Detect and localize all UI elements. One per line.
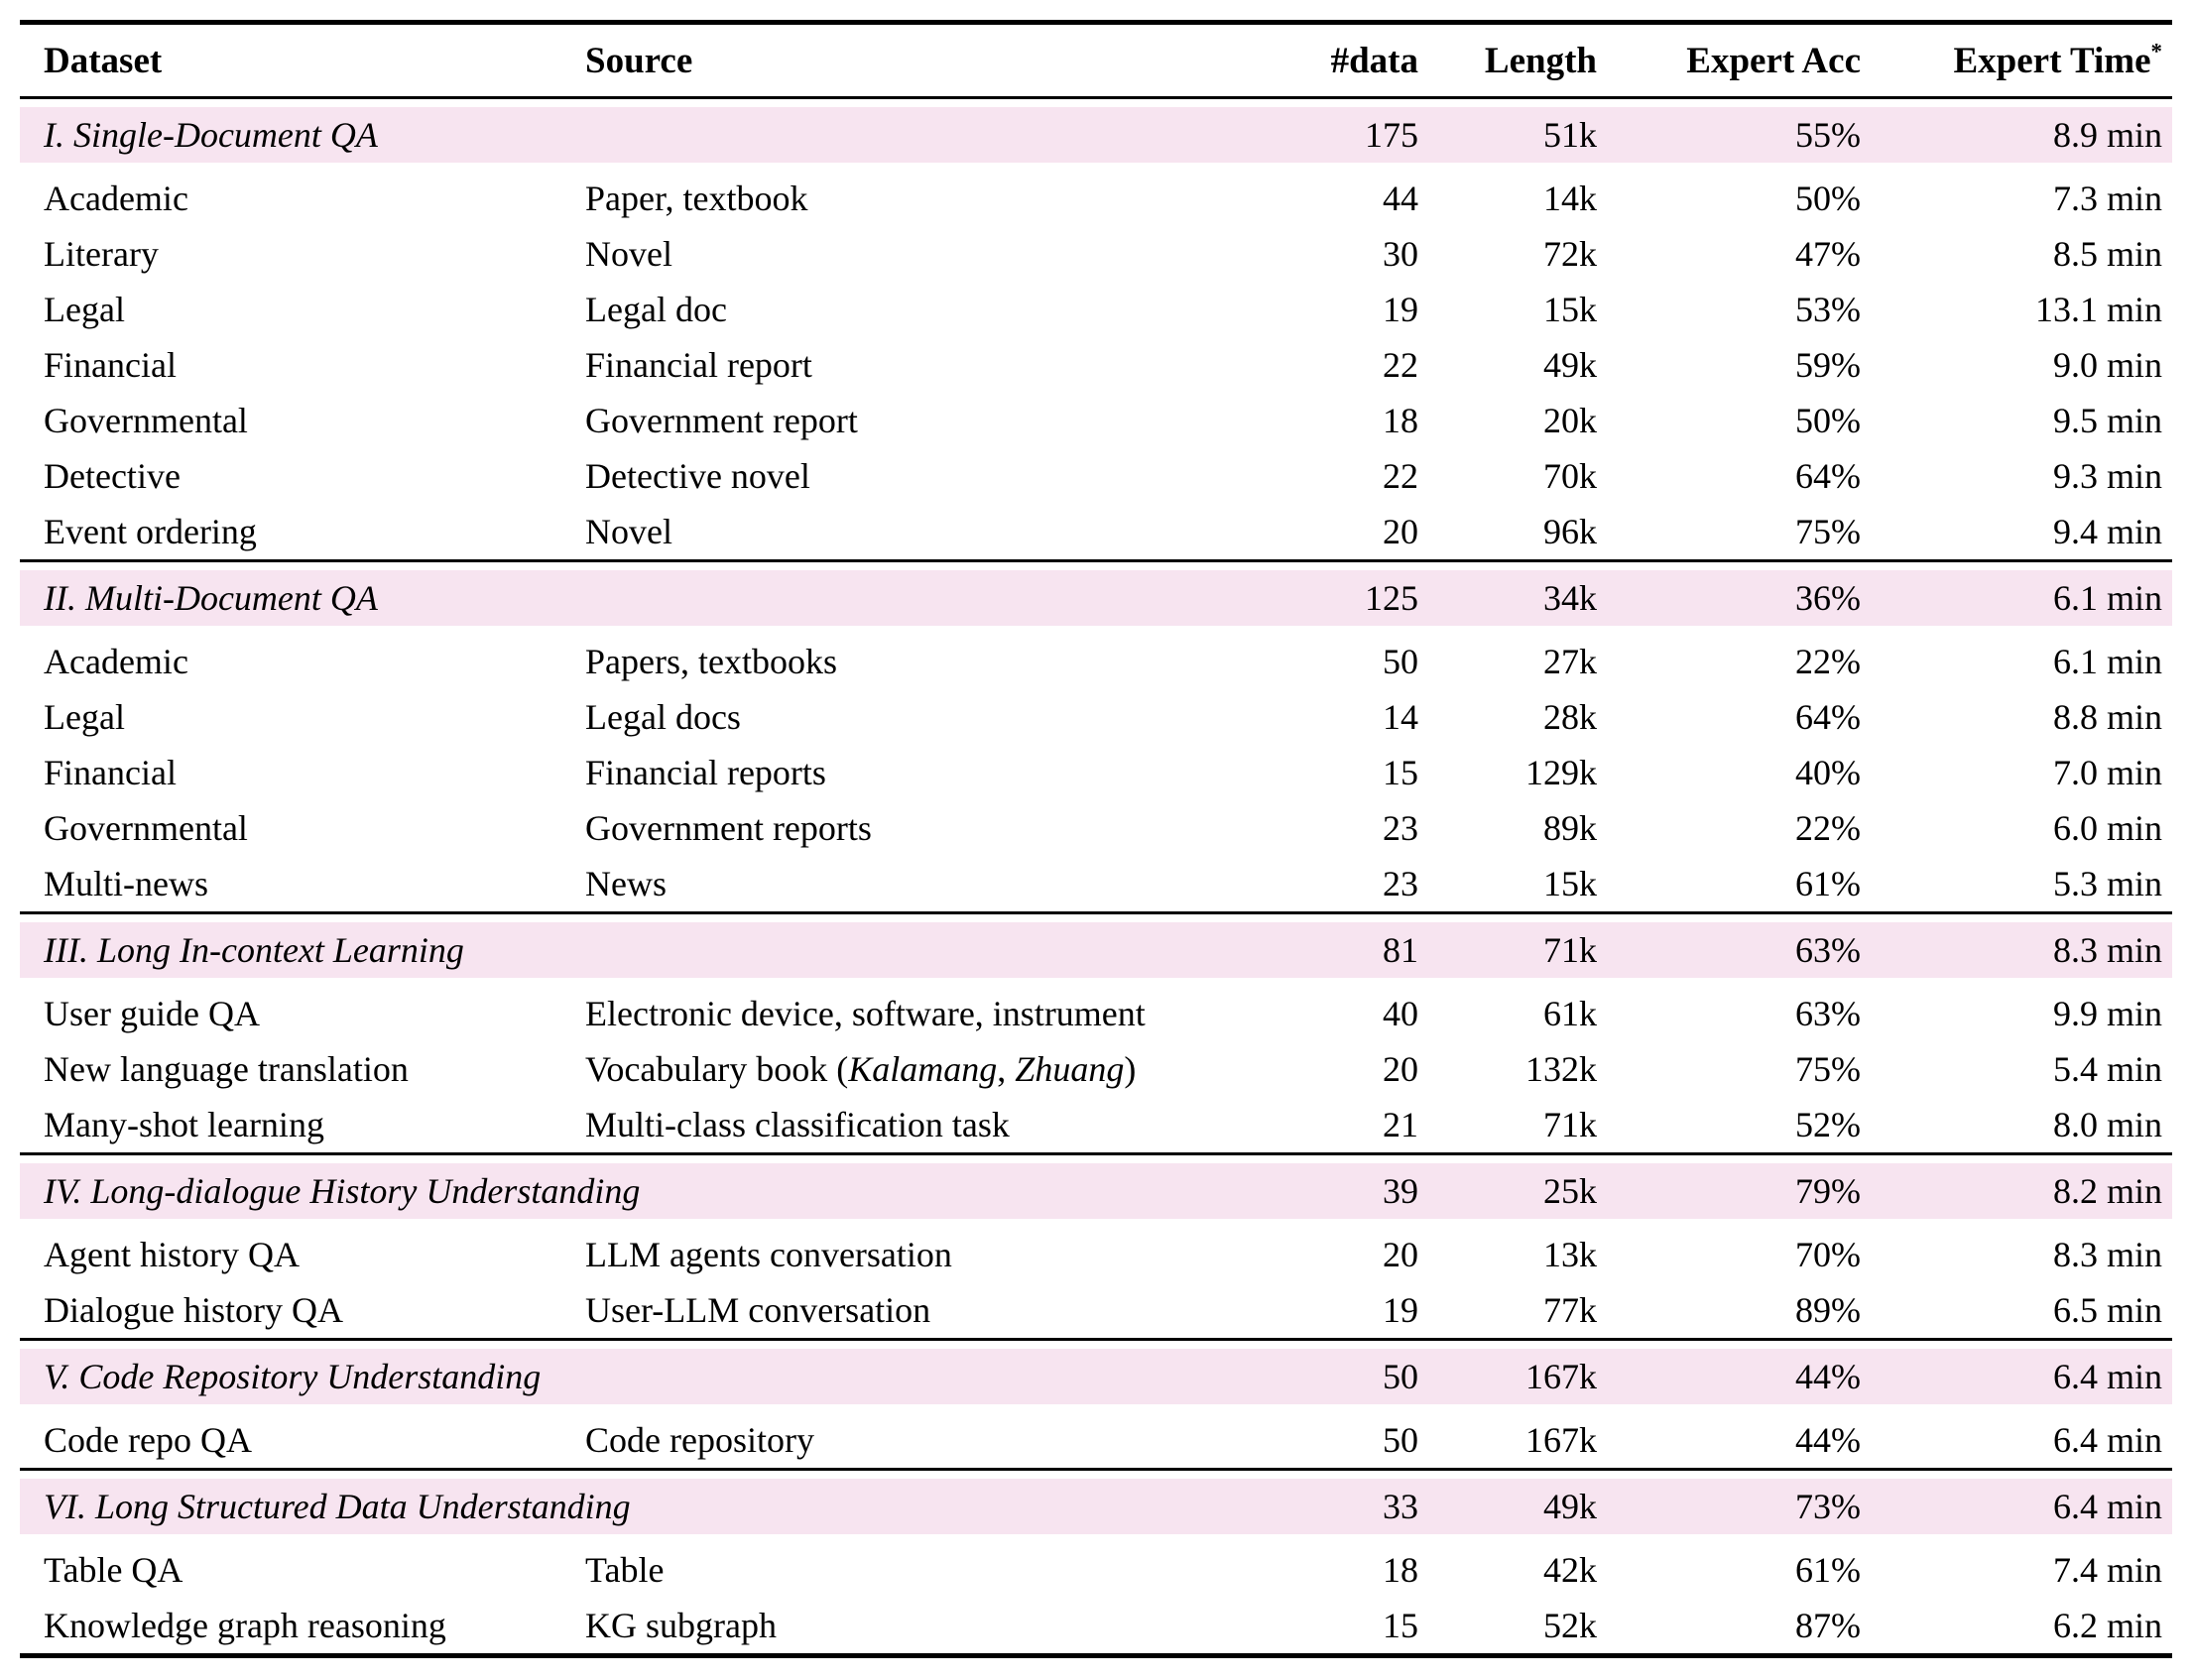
table-row	[20, 226, 2172, 282]
data-count-cell: 22	[1383, 345, 1418, 385]
source-cell: News	[585, 864, 667, 903]
dataset-cell: Financial	[44, 753, 177, 792]
table-row	[20, 393, 2172, 448]
length-cell: 129k	[1525, 753, 1597, 792]
source-cell: Novel	[585, 234, 672, 274]
source-cell	[585, 1048, 1279, 1090]
expert-time-cell: 6.0 min	[2052, 808, 2162, 848]
expert-time-cell: 7.4 min	[2052, 1550, 2162, 1590]
data-count-cell: 22	[1383, 456, 1418, 496]
length-cell: 15k	[1543, 864, 1597, 903]
length-cell: 13k	[1543, 1235, 1597, 1274]
source-text-segment: Zhuang	[1015, 1049, 1125, 1089]
section-header-row	[20, 1479, 2172, 1534]
table-row	[20, 448, 2172, 504]
expert-time-cell: 9.3 min	[2052, 456, 2162, 496]
expert-acc-cell: 59%	[1795, 345, 1861, 385]
expert-time-cell: 6.5 min	[2052, 1290, 2162, 1330]
table-row	[20, 634, 2172, 689]
expert-time-cell: 6.4 min	[2052, 1487, 2162, 1526]
length-cell: 132k	[1525, 1049, 1597, 1089]
table-section	[20, 1349, 2172, 1468]
expert-acc-cell: 22%	[1795, 808, 1861, 848]
section-header-row	[20, 922, 2172, 978]
source-cell: Electronic device, software, instrument	[585, 994, 1146, 1033]
expert-acc-cell: 61%	[1795, 1550, 1861, 1590]
data-count-cell: 18	[1383, 401, 1418, 440]
data-count-cell: 18	[1383, 1550, 1418, 1590]
table-row	[20, 689, 2172, 745]
expert-time-cell: 6.1 min	[2052, 642, 2162, 681]
dataset-cell: Table QA	[44, 1550, 183, 1590]
expert-time-cell: 6.2 min	[2052, 1606, 2162, 1645]
column-header-length: Length	[1484, 40, 1597, 81]
expert-time-cell: 8.2 min	[2052, 1171, 2162, 1211]
expert-acc-cell: 44%	[1795, 1357, 1861, 1396]
length-cell: 71k	[1543, 930, 1597, 970]
dataset-cell: Dialogue history QA	[44, 1290, 343, 1330]
table-row	[20, 1282, 2172, 1338]
dataset-cell: Legal	[44, 290, 125, 329]
dataset-cell: Literary	[44, 234, 159, 274]
data-count-cell: 33	[1383, 1487, 1418, 1526]
expert-acc-cell: 63%	[1795, 994, 1861, 1033]
source-text-segment: Vocabulary book (	[585, 1049, 849, 1089]
data-count-cell: 19	[1383, 290, 1418, 329]
length-cell: 167k	[1525, 1357, 1597, 1396]
section-title: VI. Long Structured Data Understanding	[44, 1487, 631, 1526]
expert-time-cell: 7.3 min	[2052, 179, 2162, 218]
length-cell: 15k	[1543, 290, 1597, 329]
data-count-cell: 44	[1383, 179, 1418, 218]
expert-acc-cell: 22%	[1795, 642, 1861, 681]
length-cell: 34k	[1543, 578, 1597, 618]
table-row	[20, 171, 2172, 226]
expert-time-label: Expert Time	[1953, 40, 2151, 81]
data-count-cell: 20	[1383, 1049, 1418, 1089]
source-cell: Code repository	[585, 1420, 814, 1460]
expert-time-cell: 9.0 min	[2052, 345, 2162, 385]
column-header-row	[20, 25, 2172, 96]
length-cell: 49k	[1543, 1487, 1597, 1526]
data-count-cell: 40	[1383, 994, 1418, 1033]
data-count-cell: 23	[1383, 864, 1418, 903]
expert-time-cell: 5.3 min	[2052, 864, 2162, 903]
expert-acc-cell: 53%	[1795, 290, 1861, 329]
length-cell: 71k	[1543, 1105, 1597, 1144]
table-row	[20, 1542, 2172, 1598]
length-cell: 70k	[1543, 456, 1597, 496]
source-cell: Legal docs	[585, 697, 741, 737]
expert-time-cell: 8.8 min	[2052, 697, 2162, 737]
expert-acc-cell: 64%	[1795, 456, 1861, 496]
length-cell: 27k	[1543, 642, 1597, 681]
dataset-cell: New language translation	[44, 1049, 409, 1089]
length-cell: 61k	[1543, 994, 1597, 1033]
data-count-cell: 15	[1383, 753, 1418, 792]
source-cell: Government reports	[585, 808, 872, 848]
section-title: III. Long In-context Learning	[44, 930, 464, 970]
table-row	[20, 1041, 2172, 1097]
expert-acc-cell: 75%	[1795, 512, 1861, 551]
data-count-cell: 81	[1383, 930, 1418, 970]
data-count-cell: 15	[1383, 1606, 1418, 1645]
table-section	[20, 1479, 2172, 1653]
source-text-segment: Kalamang	[848, 1049, 998, 1089]
expert-time-cell: 9.5 min	[2052, 401, 2162, 440]
dataset-cell: Academic	[44, 642, 188, 681]
dataset-cell: Event ordering	[44, 512, 257, 551]
table-row	[20, 856, 2172, 911]
length-cell: 20k	[1543, 401, 1597, 440]
data-count-cell: 30	[1383, 234, 1418, 274]
column-header-data-count: #data	[1330, 40, 1418, 81]
data-count-cell: 175	[1365, 115, 1418, 155]
source-text-segment: ,	[997, 1049, 1016, 1089]
table-row	[20, 504, 2172, 559]
table-row	[20, 1598, 2172, 1653]
expert-acc-cell: 63%	[1795, 930, 1861, 970]
expert-acc-cell: 44%	[1795, 1420, 1861, 1460]
source-cell: Multi-class classification task	[585, 1105, 1010, 1144]
source-cell: KG subgraph	[585, 1606, 777, 1645]
dataset-cell: User guide QA	[44, 994, 260, 1033]
expert-time-cell: 8.0 min	[2052, 1105, 2162, 1144]
table-section	[20, 570, 2172, 911]
table-section	[20, 1163, 2172, 1338]
dataset-cell: Detective	[44, 456, 181, 496]
source-cell: Government report	[585, 401, 858, 440]
section-divider-rule	[20, 911, 2172, 914]
data-count-cell: 39	[1383, 1171, 1418, 1211]
length-cell: 52k	[1543, 1606, 1597, 1645]
table-row	[20, 1412, 2172, 1468]
dataset-cell: Financial	[44, 345, 177, 385]
dataset-cell: Academic	[44, 179, 188, 218]
table-row	[20, 800, 2172, 856]
data-count-cell: 23	[1383, 808, 1418, 848]
table-section	[20, 107, 2172, 559]
expert-acc-cell: 40%	[1795, 753, 1861, 792]
source-cell: Financial reports	[585, 753, 826, 792]
length-cell: 25k	[1543, 1171, 1597, 1211]
table-section	[20, 922, 2172, 1152]
table-body	[20, 107, 2172, 1653]
length-cell: 96k	[1543, 512, 1597, 551]
section-divider-rule	[20, 559, 2172, 562]
expert-time-cell: 6.4 min	[2052, 1357, 2162, 1396]
section-title: IV. Long-dialogue History Understanding	[44, 1171, 641, 1211]
expert-time-cell: 7.0 min	[2052, 753, 2162, 792]
table-row	[20, 337, 2172, 393]
expert-time-cell: 8.9 min	[2052, 115, 2162, 155]
expert-time-cell: 8.3 min	[2052, 1235, 2162, 1274]
expert-acc-cell: 70%	[1795, 1235, 1861, 1274]
bottom-rule	[20, 1653, 2172, 1658]
expert-acc-cell: 89%	[1795, 1290, 1861, 1330]
source-cell: Table	[585, 1550, 665, 1590]
expert-time-cell: 9.9 min	[2052, 994, 2162, 1033]
section-header-row	[20, 1163, 2172, 1219]
dataset-cell: Many-shot learning	[44, 1105, 324, 1144]
expert-time-cell: 8.5 min	[2052, 234, 2162, 274]
source-cell: User-LLM conversation	[585, 1290, 931, 1330]
source-cell: Novel	[585, 512, 672, 551]
expert-acc-cell: 36%	[1795, 578, 1861, 618]
length-cell: 89k	[1543, 808, 1597, 848]
table-row	[20, 986, 2172, 1041]
expert-acc-cell: 47%	[1795, 234, 1861, 274]
data-count-cell: 50	[1383, 642, 1418, 681]
expert-acc-cell: 50%	[1795, 179, 1861, 218]
length-cell: 77k	[1543, 1290, 1597, 1330]
source-cell: Paper, textbook	[585, 179, 808, 218]
expert-acc-cell: 64%	[1795, 697, 1861, 737]
table-row	[20, 282, 2172, 337]
section-divider-rule	[20, 1468, 2172, 1471]
data-count-cell: 14	[1383, 697, 1418, 737]
footnote-asterisk: *	[2150, 39, 2162, 64]
dataset-cell: Agent history QA	[44, 1235, 300, 1274]
column-header-expert-time	[1861, 40, 2162, 82]
expert-acc-cell: 73%	[1795, 1487, 1861, 1526]
length-cell: 49k	[1543, 345, 1597, 385]
table-row	[20, 1097, 2172, 1152]
dataset-cell: Code repo QA	[44, 1420, 252, 1460]
dataset-statistics-table	[20, 20, 2172, 1658]
data-count-cell: 20	[1383, 1235, 1418, 1274]
table-row	[20, 1227, 2172, 1282]
data-count-cell: 50	[1383, 1357, 1418, 1396]
section-title: I. Single-Document QA	[44, 115, 378, 155]
expert-acc-cell: 52%	[1795, 1105, 1861, 1144]
length-cell: 167k	[1525, 1420, 1597, 1460]
expert-time-cell: 9.4 min	[2052, 512, 2162, 551]
length-cell: 28k	[1543, 697, 1597, 737]
expert-time-cell: 13.1 min	[2034, 290, 2162, 329]
expert-acc-cell: 75%	[1795, 1049, 1861, 1089]
expert-acc-cell: 55%	[1795, 115, 1861, 155]
expert-acc-cell: 50%	[1795, 401, 1861, 440]
header-rule	[20, 96, 2172, 99]
column-header-dataset: Dataset	[44, 40, 163, 81]
column-header-source: Source	[585, 40, 693, 81]
section-header-row	[20, 1349, 2172, 1404]
dataset-cell: Legal	[44, 697, 125, 737]
expert-time-cell: 6.4 min	[2052, 1420, 2162, 1460]
section-title: V. Code Repository Understanding	[44, 1357, 542, 1396]
table-row	[20, 745, 2172, 800]
data-count-cell: 19	[1383, 1290, 1418, 1330]
dataset-cell: Multi-news	[44, 864, 208, 903]
section-divider-rule	[20, 1152, 2172, 1155]
source-cell: Legal doc	[585, 290, 727, 329]
source-cell: Papers, textbooks	[585, 642, 837, 681]
section-header-row	[20, 570, 2172, 626]
dataset-cell: Knowledge graph reasoning	[44, 1606, 446, 1645]
expert-time-cell: 5.4 min	[2052, 1049, 2162, 1089]
section-divider-rule	[20, 1338, 2172, 1341]
dataset-cell: Governmental	[44, 401, 248, 440]
length-cell: 14k	[1543, 179, 1597, 218]
expert-time-cell: 6.1 min	[2052, 578, 2162, 618]
source-cell: Detective novel	[585, 456, 810, 496]
expert-acc-cell: 87%	[1795, 1606, 1861, 1645]
data-count-cell: 50	[1383, 1420, 1418, 1460]
data-count-cell: 21	[1383, 1105, 1418, 1144]
length-cell: 42k	[1543, 1550, 1597, 1590]
data-count-cell: 125	[1365, 578, 1418, 618]
section-header-row	[20, 107, 2172, 163]
source-cell: Financial report	[585, 345, 812, 385]
expert-acc-cell: 79%	[1795, 1171, 1861, 1211]
expert-acc-cell: 61%	[1795, 864, 1861, 903]
column-header-expert-acc: Expert Acc	[1686, 40, 1861, 81]
dataset-cell: Governmental	[44, 808, 248, 848]
expert-time-cell: 8.3 min	[2052, 930, 2162, 970]
data-count-cell: 20	[1383, 512, 1418, 551]
section-title: II. Multi-Document QA	[44, 578, 378, 618]
source-text-segment: )	[1124, 1049, 1137, 1089]
length-cell: 72k	[1543, 234, 1597, 274]
length-cell: 51k	[1543, 115, 1597, 155]
source-cell: LLM agents conversation	[585, 1235, 952, 1274]
